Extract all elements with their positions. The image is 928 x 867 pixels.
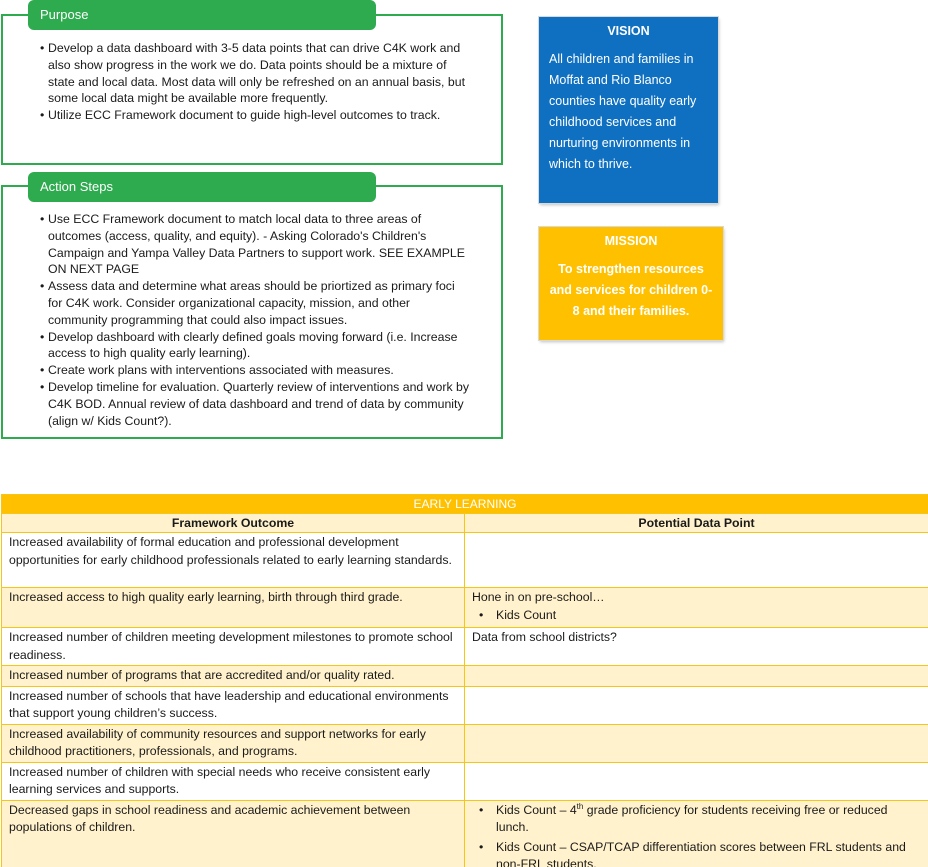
purpose-item: • Develop a data dashboard with 3-5 data points that can drive C4K work and also show progress in the work we do. Data points should be a mixture of state and local data. Most data will only be refreshed on an annual basis, but some local data might be available more frequently. xyxy=(40,40,470,107)
table-row xyxy=(2,762,928,800)
mission-box xyxy=(539,227,723,340)
table-row xyxy=(2,686,928,724)
outcome-cell: Increased number of schools that have leadership and educational environments that support young children’s success. xyxy=(2,686,465,724)
datapoint-cell xyxy=(465,666,928,687)
outcome-cell: Decreased gaps in school readiness and academic achievement between populations of children. xyxy=(2,800,465,867)
datapoint-bullet xyxy=(472,802,921,837)
purpose-item: • Utilize ECC Framework document to guide high-level outcomes to track. xyxy=(40,107,470,124)
action-step-item: • Use ECC Framework document to match local data to three areas of outcomes (access, quality, and equity). - Asking Colorado's Children's Campaign and Yampa Valley Data Partners to support work. SEE EXAMPLE ON NEXT PAGE xyxy=(40,211,470,278)
action-step-item: • Create work plans with interventions associated with measures. xyxy=(40,362,470,379)
outcome-cell: Increased availability of community resources and support networks for early childhood practitioners, professionals, and programs. xyxy=(2,724,465,762)
datapoint-cell xyxy=(465,588,928,628)
action-steps-list xyxy=(40,211,470,429)
datapoint-bullet: • Kids Count xyxy=(472,607,921,625)
mission-title: MISSION xyxy=(604,234,658,248)
datapoint-bullet: • Kids Count – CSAP/TCAP differentiation scores between FRL students and non-FRL students. xyxy=(472,839,921,867)
outcome-cell: Increased availability of formal education and professional development opportunities for early childhood professionals related to early learning standards. xyxy=(2,533,465,588)
datapoint-list xyxy=(472,607,921,625)
table-row xyxy=(2,628,928,666)
column-header-outcome: Framework Outcome xyxy=(2,514,465,533)
table-row xyxy=(2,666,928,687)
table-row xyxy=(2,724,928,762)
outcome-cell: Increased number of programs that are accredited and/or quality rated. xyxy=(2,666,465,687)
vision-box xyxy=(539,17,718,203)
outcome-cell: Increased access to high quality early learning, birth through third grade. xyxy=(2,588,465,628)
action-step-item: • Develop dashboard with clearly defined goals moving forward (i.e. Increase access to high quality early learning). xyxy=(40,329,470,363)
datapoint-cell xyxy=(465,686,928,724)
table-row xyxy=(2,800,928,867)
outcome-cell: Increased number of children meeting development milestones to promote school readiness. xyxy=(2,628,465,666)
action-steps-heading: Action Steps xyxy=(28,172,376,202)
mission-text: To strengthen resources and services for children 0-8 and their families. xyxy=(549,262,713,318)
datapoint-cell xyxy=(465,533,928,588)
bullet-text: grade proficiency for students receiving free or reduced lunch. xyxy=(496,802,888,834)
purpose-heading: Purpose xyxy=(28,0,376,30)
column-header-datapoint: Potential Data Point xyxy=(465,514,928,533)
vision-title: VISION xyxy=(607,24,650,38)
bullet-text: Kids Count – 4 xyxy=(496,802,577,817)
vision-text: All children and families in Moffat and Rio Blanco counties have quality early childhood services and nurturing environments in which to thrive. xyxy=(549,52,697,171)
datapoint-text: Hone in on pre-school… xyxy=(472,590,605,604)
early-learning-table xyxy=(1,494,928,867)
ordinal-suffix: th xyxy=(576,801,584,811)
action-step-item: • Develop timeline for evaluation. Quarterly review of interventions and work by C4K BOD. Annual review of data dashboard and trend of data by community (align w/ Kids Count?). xyxy=(40,379,470,429)
outcome-cell: Increased number of children with special needs who receive consistent early learning services and supports. xyxy=(2,762,465,800)
purpose-list xyxy=(40,40,470,124)
datapoint-cell: Data from school districts? xyxy=(465,628,928,666)
action-step-item: • Assess data and determine what areas should be priortized as primary foci for C4K work. Consider organizational capacity, mission, and other community programming that could also impact issues. xyxy=(40,278,470,328)
table-title: EARLY LEARNING xyxy=(2,495,928,514)
datapoint-list xyxy=(472,802,921,867)
table-row xyxy=(2,533,928,588)
action-steps-panel xyxy=(1,185,503,439)
datapoint-cell xyxy=(465,762,928,800)
purpose-panel xyxy=(1,14,503,165)
datapoint-cell xyxy=(465,800,928,867)
datapoint-cell xyxy=(465,724,928,762)
table-row xyxy=(2,588,928,628)
